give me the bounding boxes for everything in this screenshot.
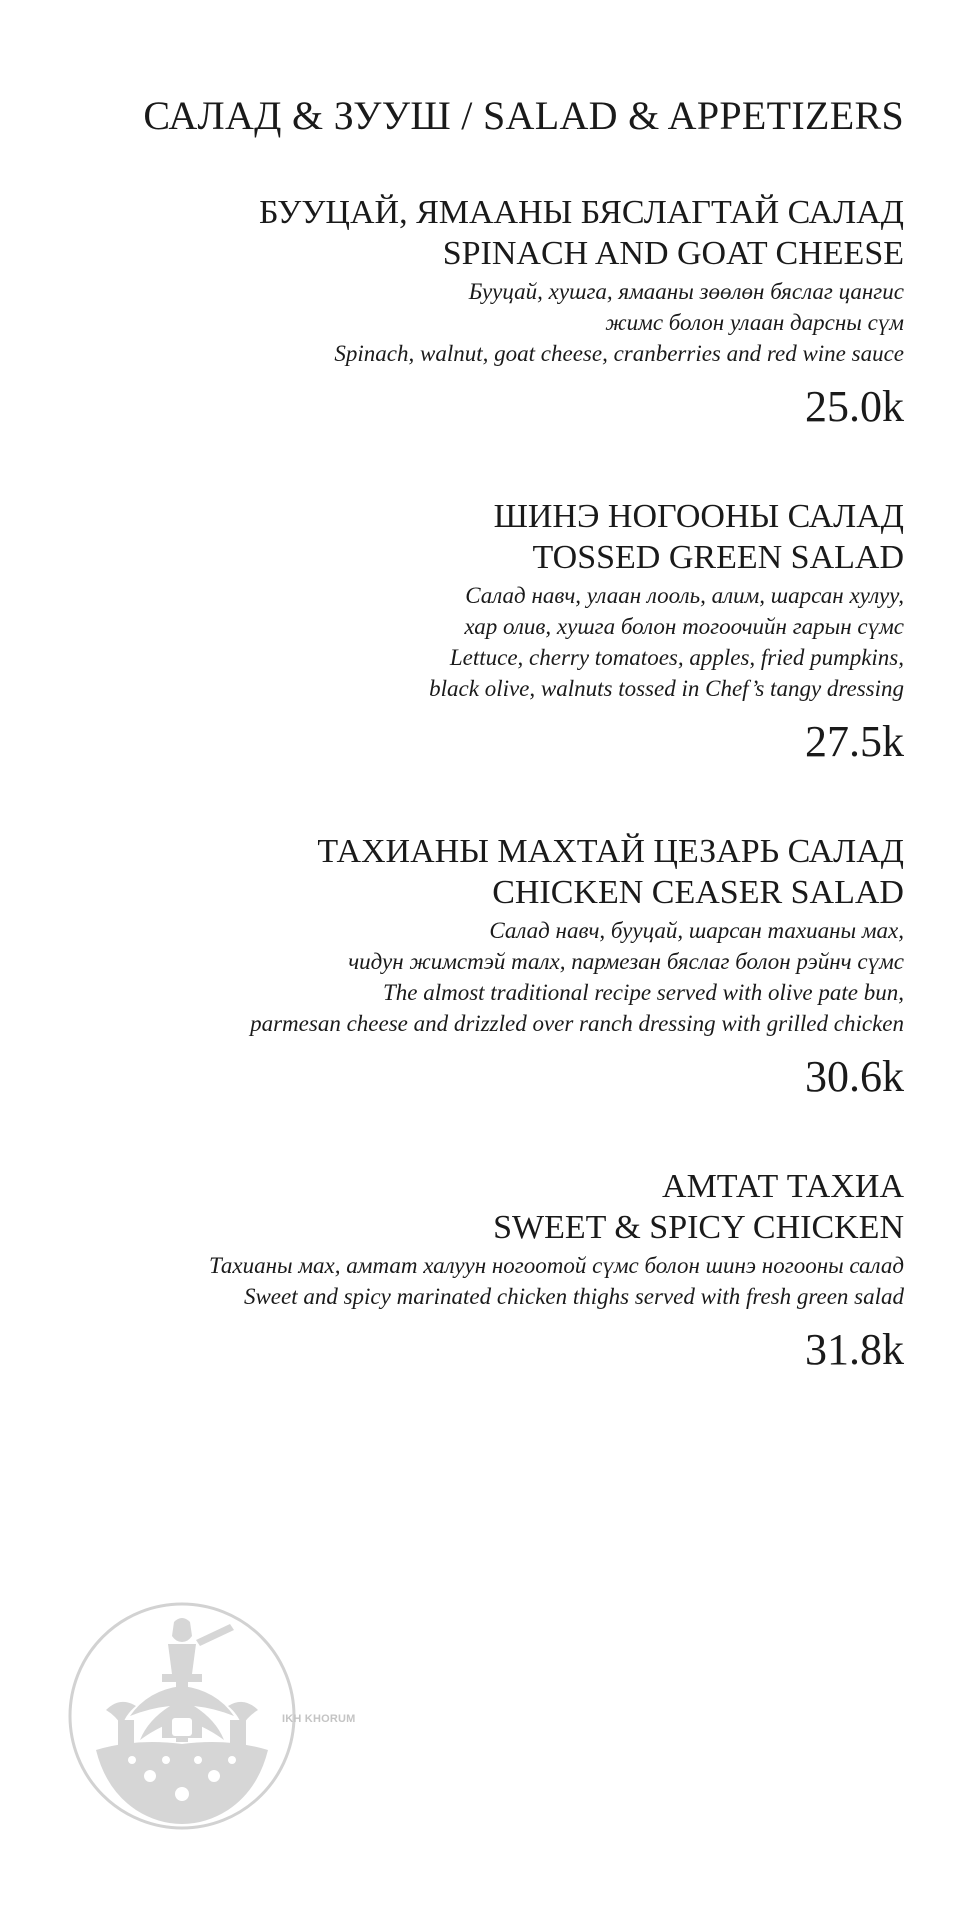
item-price: 25.0k xyxy=(805,382,904,431)
description-line: хар олив, хушга болон тогоочийн гарын сүмс xyxy=(464,614,904,639)
item-name-en: SWEET & SPICY CHICKEN xyxy=(493,1209,904,1246)
item-description xyxy=(44,276,904,369)
ikh-khorum-emblem-icon xyxy=(66,1600,298,1832)
menu-item-tossed-green-salad xyxy=(44,496,904,768)
menu-item-chicken-ceaser-salad xyxy=(44,831,904,1103)
item-name-mn: ТАХИАНЫ МАХТАЙ ЦЕЗАРЬ САЛАД xyxy=(317,833,904,870)
description-line: Sweet and spicy marinated chicken thighs served with fresh green salad xyxy=(243,1284,904,1309)
item-price: 31.8k xyxy=(805,1325,904,1374)
description-line: Тахианы мах, амтат халуун ногоотой сүмс болон шинэ ногооны салад xyxy=(208,1253,904,1278)
item-name-mn: ШИНЭ НОГООНЫ САЛАД xyxy=(493,498,904,535)
description-line: The almost traditional recipe served with olive pate bun, xyxy=(382,980,904,1005)
item-name-en: SPINACH AND GOAT CHEESE xyxy=(442,235,904,272)
menu-item-sweet-spicy-chicken xyxy=(44,1166,904,1376)
menu-list xyxy=(44,192,904,1376)
description-line: Салад навч, улаан лооль, алим, шарсан хулуу, xyxy=(465,583,904,608)
item-name-mn: БУУЦАЙ, ЯМААНЫ БЯСЛАГТАЙ САЛАД xyxy=(258,194,904,231)
description-line: жимс болон улаан дарсны сүм xyxy=(605,310,904,335)
item-description xyxy=(44,915,904,1039)
description-line: black olive, walnuts tossed in Chef’s tangy dressing xyxy=(429,676,904,701)
description-line: Бууцай, хушга, ямааны зөөлөн бяслаг цангис xyxy=(468,279,904,304)
description-line: Салад навч, бууцай, шарсан тахианы мах, xyxy=(489,918,904,943)
item-name-en: TOSSED GREEN SALAD xyxy=(532,539,904,576)
item-price: 27.5k xyxy=(805,717,904,766)
description-line: Spinach, walnut, goat cheese, cranberries and red wine sauce xyxy=(334,341,904,366)
item-price: 30.6k xyxy=(805,1052,904,1101)
description-line: Lettuce, cherry tomatoes, apples, fried pumpkins, xyxy=(449,645,904,670)
description-line: чидун жимстэй талх, пармезан бяслаг болон рэйнч сүмс xyxy=(348,949,904,974)
item-description xyxy=(44,580,904,704)
item-description xyxy=(44,1250,904,1312)
brand-name: IKH KHORUM xyxy=(282,1713,356,1725)
menu-item-spinach-goat-cheese xyxy=(44,192,904,433)
page-title: САЛАД & ЗУУШ / SALAD & APPETIZERS xyxy=(143,93,904,138)
item-name-en: CHICKEN CEASER SALAD xyxy=(492,874,904,911)
description-line: parmesan cheese and drizzled over ranch dressing with grilled chicken xyxy=(250,1011,904,1036)
item-name-mn: АМТАТ ТАХИА xyxy=(662,1168,904,1205)
